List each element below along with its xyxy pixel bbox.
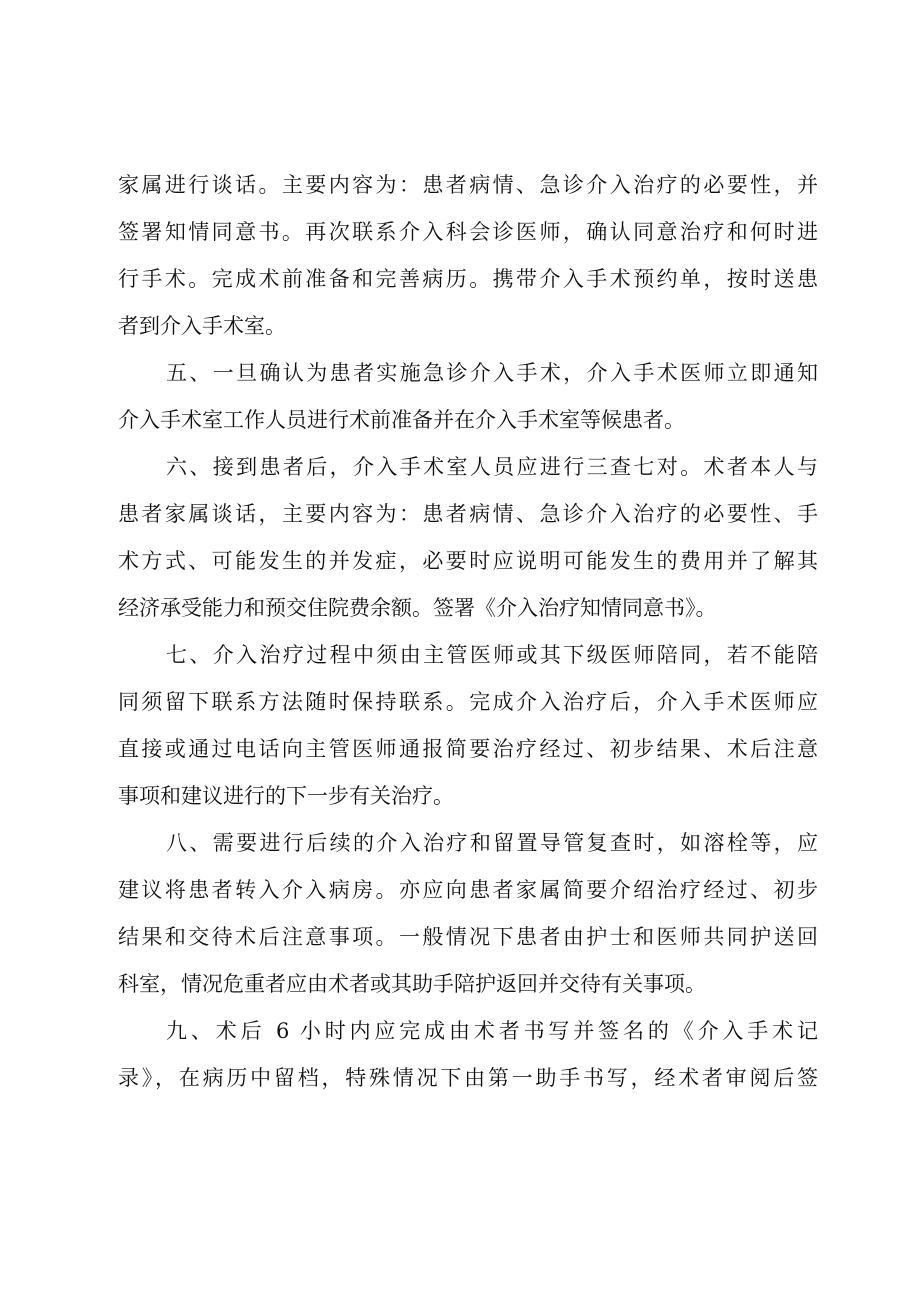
text-line: 五、一旦确认为患者实施急诊介入手术，介入手术医师立即通知 xyxy=(166,361,818,385)
text-line: 建议将患者转入介入病房。亦应向患者家属简要介绍治疗经过、初步 xyxy=(118,878,818,902)
text-line: 同须留下联系方法随时保持联系。完成介入治疗后，介入手术医师应 xyxy=(118,690,818,714)
text-line: 六、接到患者后，介入手术室人员应进行三查七对。术者本人与 xyxy=(166,455,818,479)
text-line: 患者家属谈话，主要内容为：患者病情、急诊介入治疗的必要性、手 xyxy=(118,502,818,526)
text-line: 经济承受能力和预交住院费余额。签署《介入治疗知情同意书》。 xyxy=(118,596,717,620)
text-line: 签署知情同意书。再次联系介入科会诊医师，确认同意治疗和何时进 xyxy=(118,220,818,244)
text-line: 七、介入治疗过程中须由主管医师或其下级医师陪同，若不能陪 xyxy=(166,643,818,667)
text-line: 九、术后 6 小时内应完成由术者书写并签名的《介入手术记 xyxy=(166,1019,818,1043)
text-line: 术方式、可能发生的并发症，必要时应说明可能发生的费用并了解其 xyxy=(118,549,818,573)
text-line: 直接或通过电话向主管医师通报简要治疗经过、初步结果、术后注意 xyxy=(118,737,818,761)
text-line: 八、需要进行后续的介入治疗和留置导管复查时，如溶栓等，应 xyxy=(166,831,818,855)
text-line: 家属进行谈话。主要内容为：患者病情、急诊介入治疗的必要性，并 xyxy=(118,173,818,197)
text-line: 录》，在病历中留档，特殊情况下由第一助手书写，经术者审阅后签 xyxy=(118,1066,818,1090)
document-body xyxy=(118,162,818,1102)
text-line: 科室，情况危重者应由术者或其助手陪护返回并交待有关事项。 xyxy=(118,972,706,996)
text-line: 事项和建议进行的下一步有关治疗。 xyxy=(118,784,454,808)
text-line: 行手术。完成术前准备和完善病历。携带介入手术预约单，按时送患 xyxy=(118,267,818,291)
text-line: 介入手术室工作人员进行术前准备并在介入手术室等候患者。 xyxy=(118,408,685,432)
text-line: 结果和交待术后注意事项。一般情况下患者由护士和医师共同护送回 xyxy=(118,925,818,949)
text-line: 者到介入手术室。 xyxy=(118,314,286,338)
